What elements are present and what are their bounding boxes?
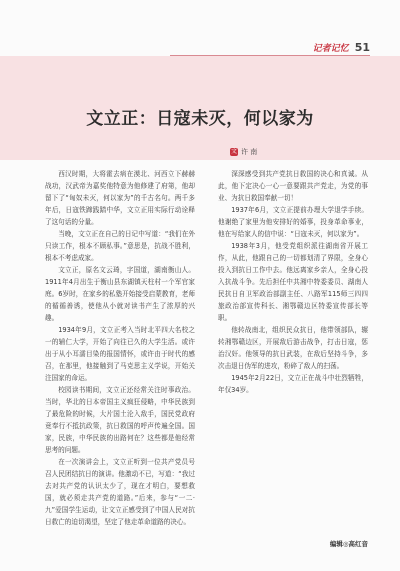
paragraph: 西汉时期，大将霍去病在漠北、河西立下赫赫战功，汉武帝为嘉奖他特意为他修建了府第，他却留下了“匈奴未灭，何以家为”的千古名句。两千多年后，日寇铁蹄践踏中华，文立正用实际行动诠释了这句话的分量。 [45, 170, 195, 226]
page-header [313, 40, 370, 54]
paragraph: 在一次演讲会上，文立正听到一位共产党员号召人民团结抗日的演讲。他激动不已，写道：“我过去对共产党的认识太少了，现在才明白，要想救国，就必须走共产党的道路。”后来，参与“一二·九”爱国学生运动，让文立正感受到了中国人民对抗日救亡的迫切渴望，坚定了他走革命道路的决心。 [45, 458, 195, 526]
paragraph: 1937年6月，文立正提前办理大学退学手续。他谢绝了家里为他安排好的婚事，投身革命事业，他在写给家人的信中说：“日寇未灭，何以家为”。 [218, 206, 368, 238]
byline [230, 147, 257, 157]
right-column [218, 168, 368, 396]
editor-credit: 编辑◎高红音 [329, 540, 368, 548]
paragraph: 当晚，文立正在自己的日记中写道：“我们在外只读工作，根本不顾私事。”意思是，抗战不胜利，根本不考虑成家。 [45, 230, 195, 262]
left-column [45, 168, 195, 528]
article-title: 文立正：日寇未灭，何以家为 [86, 109, 314, 129]
paragraph: 文立正，原名文云琦，字国道，湖南衡山人。1911年4月出生于衡山县东湖镇天柱村一个军官家庭。6岁时，在家乡的私塾开始接受启蒙教育，老师的循循善诱，使他从小就对读书产生了浓厚的兴趣。 [45, 266, 195, 322]
paragraph: 他转战南北，组织民众抗日，他带领部队，辗转湘鄂赣边区，开展敌后游击战争，打击日寇，惩治汉奸。他领导的抗日武装，在敌后坚持斗争，多次击退日伪军的进攻，粉碎了敌人的扫荡。 [218, 326, 368, 370]
author-name: 许 南 [241, 148, 258, 156]
header-divider [170, 55, 370, 56]
paragraph: 1934年9月，文立正考入当时北平四大名校之一的辅仁大学，开始了向往已久的大学生活。或许出于从小耳濡目染的报国情怀，或许由于时代的感召，在那里，他接触到了马克思主义学说，开始关注国家的命运。 [45, 326, 195, 382]
series-name: 记者记忆 [312, 43, 349, 54]
paragraph: 校园读书期间，文立正还经常关注时事政治。当时，华北的日本帝国主义疯狂侵略，中华民族到了最危险的时候，大片国土沦入敌手，国民党政府竟奉行不抵抗政策，抗日救国的呼声传遍全国。国家，民族，中华民族的出路何在？这些都是他经常思考的问题。 [45, 386, 195, 454]
paragraph: 1945年2月22日，文立正在战斗中壮烈牺牲，年仅34岁。 [218, 374, 368, 394]
page-number: 51 [354, 40, 370, 54]
paragraph: 1938年3月，他受党组织派往湖南省开展工作，从此，他跟自己的一切都划清了界限，全身心投入到抗日工作中去。他远离家乡亲人，全身心投入抗战斗争。先后担任中共湘中特委委员、湖南人民抗日自卫军政治部副主任、八路军115师三四四旅政治部宣传科长、湘鄂赣边区特委宣传部长等职。 [218, 242, 368, 322]
paragraph: 深深感受到共产党抗日救国的决心和真诚。从此，他下定决心一心一意要跟共产党走，为党的事业、为抗日救国奉献一切！ [218, 170, 368, 202]
author-icon: 文 [230, 148, 237, 155]
